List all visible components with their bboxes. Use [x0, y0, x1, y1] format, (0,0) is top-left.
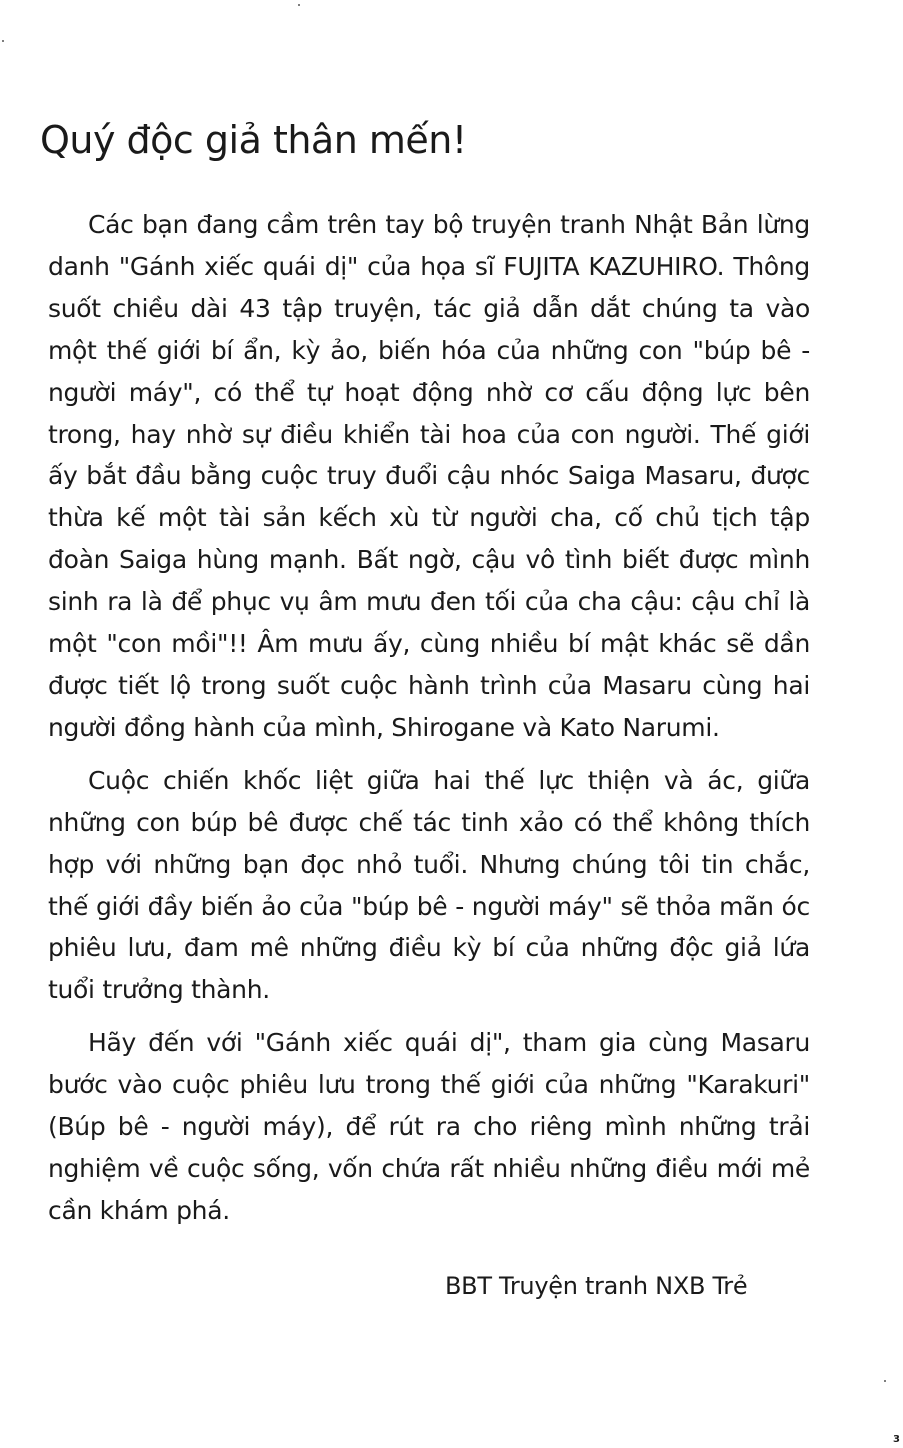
- paragraph-2: Cuộc chiến khốc liệt giữa hai thế lực thiện và ác, giữa những con búp bê được chế tác tinh xảo có thể không thích hợp với những bạn đọc nhỏ tuổi. Nhưng chúng tôi tin chắc, thế giới đầy biến ảo của "búp bê - người máy" sẽ thỏa mãn óc phiêu lưu, đam mê những điều kỳ bí của những độc giả lứa tuổi trưởng thành.: [48, 765, 810, 1005]
- paragraph-3: Hãy đến với "Gánh xiếc quái dị", tham gia cùng Masaru bước vào cuộc phiêu lưu trong thế giới của những "Karakuri" (Búp bê - người máy), để rút ra cho riêng mình những trải nghiệm về cuộc sống, vốn chứa rất nhiều những điều mới mẻ cần khám phá.: [48, 1028, 810, 1225]
- letter-body: [48, 204, 810, 1243]
- paragraph-1: Các bạn đang cầm trên tay bộ truyện tranh Nhật Bản lừng danh "Gánh xiếc quái dị" của họa sĩ FUJITA KAZUHIRO. Thông suốt chiều dài 43 tập truyện, tác giả dẫn dắt chúng ta vào một thế giới bí ẩn, kỳ ảo, biến hóa của những con "búp bê - người máy", có thể tự hoạt động nhờ cơ cấu động lực bên trong, hay nhờ sự điều khiển tài hoa của con người. Thế giới ấy bắt đầu bằng cuộc truy đuổi cậu nhóc Saiga Masaru, được thừa kế một tài sản kếch xù từ người cha, cố chủ tịch tập đoàn Saiga hùng mạnh. Bất ngờ, cậu vô tình biết được mình sinh ra là để phục vụ âm mưu đen tối của cha cậu: cậu chỉ là một "con mồi"!! Âm mưu ấy, cùng nhiều bí mật khác sẽ dần được tiết lộ trong suốt cuộc hành trình của Masaru cùng hai người đồng hành của mình, Shirogane và Kato Narumi.: [48, 210, 810, 742]
- scan-speck: [2, 40, 4, 42]
- signature: BBT Truyện tranh NXB Trẻ: [445, 1272, 748, 1300]
- page-number: 3: [893, 1434, 900, 1445]
- page-title: Quý độc giả thân mến!: [40, 118, 467, 162]
- scan-speck: [298, 4, 300, 6]
- scan-speck: [884, 1380, 886, 1382]
